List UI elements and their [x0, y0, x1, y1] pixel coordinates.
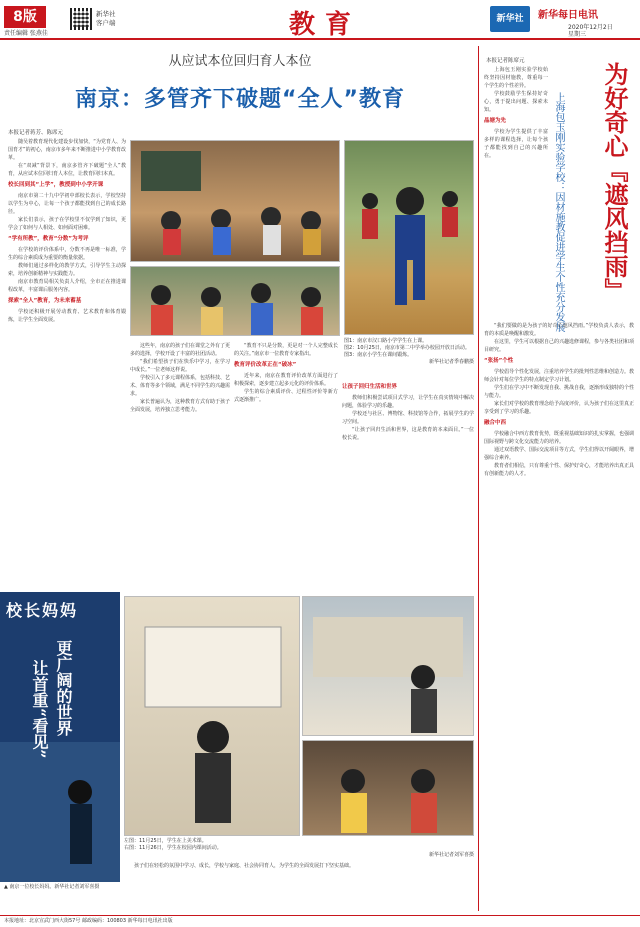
- app-label-line-2: 客户端: [96, 19, 116, 27]
- right-subhead-1: 晶塘为先: [484, 118, 507, 124]
- students-photo: [302, 740, 474, 836]
- art-class-illustration: [125, 597, 300, 836]
- subhead-2: “学有所教”，教育“分数”为考评: [8, 236, 89, 242]
- hallway-illustration: [303, 597, 474, 736]
- subhead-5: 让孩子回归生活和世界: [342, 384, 398, 390]
- qr-code-icon: [70, 8, 92, 30]
- classroom-illustration: [131, 141, 340, 262]
- bottom-caption-2: 右图：11月26日，学生在校园内课间活动。: [124, 845, 222, 851]
- bottom-photo-credit: 新华社记者刘军喜摄: [428, 852, 474, 858]
- page-number: 8版: [4, 6, 46, 28]
- date-line-2: 星期三: [568, 31, 587, 38]
- photo-caption-1: 图1：南京市汉口路小学学生在上课。: [344, 338, 428, 344]
- sports-photo: [344, 140, 474, 335]
- art-class-photo: [124, 596, 300, 836]
- hallway-photo: [302, 596, 474, 736]
- newspaper-logo: 新华社: [490, 6, 530, 32]
- children-illustration: [131, 267, 340, 336]
- right-byline: 本报记者陈席元: [486, 58, 525, 64]
- right-headline: 为好奇心『遮风挡雨』: [600, 62, 629, 302]
- subhead-1: 校长回到其“上学”，教授到中小学开课: [8, 182, 104, 188]
- runner-illustration: [345, 141, 474, 335]
- section-title: 教育: [288, 10, 361, 40]
- app-label-line-1: 新华社: [96, 10, 116, 18]
- photo-captions: [344, 338, 474, 366]
- right-subheadline: 上海包玉刚实验学校：因材施教促进学生个性充分发展: [553, 92, 564, 332]
- bottom-photo-captions: [124, 838, 474, 859]
- sidebar-title: 校长妈妈: [6, 601, 79, 620]
- editors-line: 责任编辑 张燕佳: [4, 30, 48, 37]
- outdoor-photo: [130, 266, 340, 336]
- right-subhead-2: “张扬”个性: [484, 358, 514, 364]
- subhead-4: 教育评价改革正在“破冰”: [234, 362, 297, 368]
- article-byline: 本报记者蒋芳、陈席元: [8, 130, 64, 136]
- right-column-intro: 上海包玉刚实验学校始终坚持因材施教，尊重每一个学生的个性差异。 学校鼓励学生保持好奇心，勇于提出问题、探索未知。 晶塘为先 学校为学生提供了丰富多样的课程选择，让每个孩子都能找到自己的兴趣所在。: [484, 67, 548, 159]
- subhead-3: 探索“全人”教育，为未来蓄基: [8, 298, 82, 304]
- sidebar-caption: ▲ 南京一位校长妈妈。新华社记者刘军喜摄: [4, 884, 100, 890]
- right-subhead-3: 融合中西: [484, 420, 507, 426]
- app-label: [96, 10, 116, 28]
- article-kicker: 从应试本位回归育人本位: [168, 54, 312, 69]
- article-column-1: 随吴着教育现代化建设步伐加快，“为党育人、为国育才”的初心，南京市多年来不断推进中小学教育改革。 在“双减”背景下，南京多管齐下破题“全人”教育，从应试本位回归育人本位，让教育回归本真。 校长回到其“上学”，教授到中小学开课 南京市第二十九中学初中部校长表示，学校坚持以学生为中心，让每一个孩子都能找到自己的成长路径。 家长们表示，孩子在学校里不仅学到了知识，更学会了如何与人相处、如何面对困难。 “学有所教”，教育“分数”为考评 在学校的评价体系中，分数不再是唯一标准，学生的综合素质成为重要的衡量依据。 教师们通过多样化的教学方式，引导学生主动探索，培养创新精神与实践能力。 南京市教育局相关负责人介绍，全市正在推进课程改革，丰富课后服务内容。 探索“全人”教育，为未来蓄基 学校还积极开展劳动教育、艺术教育和体育锻炼，让学生全面发展。: [8, 139, 126, 323]
- article-column-2: 这些年，南京的孩子们在课堂之外有了更多的选择，学校开设了丰富的社团活动。 “我们希望孩子们在快乐中学习，在学习中成长。”一位老师这样说。 学校引入了多元课程体系，包括科技、艺术、体育等多个领域，满足不同学生的兴趣需求。 家长普遍认为，这种教育方式有助于孩子全面发展，培养独立思考能力。: [130, 343, 230, 413]
- article-column-4: 让孩子回归生活和世界 教师们积极尝试项目式学习，让学生在真实情境中解决问题，体验学习的乐趣。 学校还与社区、博物馆、科技馆等合作，拓展学生的学习空间。 “让孩子回归生活和世界，这是教育的本来面目。”一位校长说。: [342, 384, 474, 441]
- photo-caption-3: 图3：南京小学生在课间锻炼。: [344, 352, 413, 358]
- column-divider: [478, 46, 479, 911]
- sidebar-vertical-title-2: 让首重“看见”: [30, 660, 49, 759]
- paper-name: 新华每日电讯: [538, 10, 598, 21]
- page-footer: 本报地址：北京宣武门西大街57号 邮政编码：100803 新华每日电讯社出版: [0, 915, 640, 927]
- photo-caption-2: 图2：10月25日，南京市第二中学举办校园开放日活动。: [344, 345, 470, 351]
- students-illustration: [303, 741, 474, 836]
- bottom-caption-1: 左图：11月25日，学生在上美术课。: [124, 838, 207, 844]
- issue-date: [568, 24, 613, 38]
- sidebar-vertical-title-1: 更广阔的世界: [54, 640, 73, 736]
- right-column-body: “我们要做的是为孩子的好奇心遮风挡雨。”学校负责人表示，教育的本质是唤醒和激发。 在这里，学生可以根据自己的兴趣选修课程，参与各类社团和项目研究。 “张扬”个性 学校倡导个性化发展，注重培养学生的批判性思维和创造力。教师会针对每位学生的特点制定学习计划。 学生们在学习中不断发现自我、挑战自我，逐渐形成独特的个性与能力。 家长们对学校的教育理念给予高度评价，认为孩子们在这里真正享受到了学习的乐趣。 融合中西 学校融合中西方教育优势，既重视基础知识的扎实掌握，也强调国际视野与跨文化交流能力的培养。 通过双语教学、国际交流项目等方式，学生们得以开阔眼界，增强综合素养。 教育者们相信，只有尊重个性、保护好奇心，才能培养出真正具有创新能力的人才。: [484, 323, 634, 477]
- page-header: [0, 0, 640, 40]
- date-line-1: 2020年12月2日: [568, 24, 613, 31]
- classroom-photo: [130, 140, 340, 262]
- article-headline: 南京：多管齐下破题“全人”教育: [75, 87, 405, 112]
- article-bottom-text: 孩子们在轻松的氛围中学习、成长，学校与家庭、社会协同育人，为学生的全面发展打下坚实基础。: [134, 863, 355, 869]
- photo-credit: 新华社记者季春鹏摄: [428, 359, 474, 365]
- article-column-3: “教育不只是分数，更是对一个人完整成长的关注。”南京市一位教育专家指出。 教育评价改革正在“破冰” 近年来，南京在教育评价改革方面进行了积极探索，逐步建立起多元化的评价体系。 学生的综合素质评价、过程性评价等新方式逐渐推广。: [234, 343, 338, 403]
